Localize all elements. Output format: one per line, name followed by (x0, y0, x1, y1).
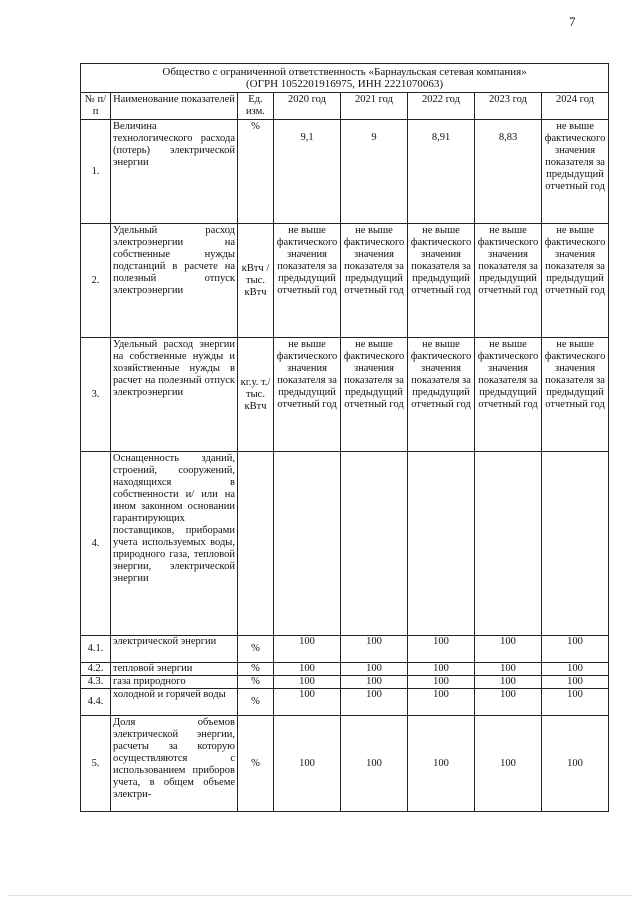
header-year: 2020 год (274, 93, 341, 120)
cell-value: 100 (542, 663, 609, 676)
row-name: Величина технологического расхода (потерь) электрической энергии (111, 120, 238, 224)
table-row (81, 689, 609, 716)
company-name: Общество с ограниченной ответственность «Барнаульская сетевая компания» (162, 66, 527, 78)
cell-value: не выше фактического значения показателя за предыдущий отчетный год (274, 338, 341, 452)
row-unit: % (238, 676, 274, 689)
row-unit: кг.у. т./ тыс. кВтч (238, 338, 274, 452)
cell-value: не выше фактического значения показателя за предыдущий отчетный год (408, 338, 475, 452)
row-unit: % (238, 663, 274, 676)
indicators-table (80, 63, 609, 812)
header-year: 2024 год (542, 93, 609, 120)
cell-value: 100 (274, 636, 341, 663)
cell-value: 100 (408, 689, 475, 716)
header-year: 2022 год (408, 93, 475, 120)
row-unit: % (238, 120, 274, 224)
cell-value: 100 (341, 663, 408, 676)
cell-value: 100 (274, 676, 341, 689)
row-name: Доля объемов электрической энергии, расчеты за которую осуществляются с использованием приборов учета, в общем объеме электри- (111, 716, 238, 812)
table-row (81, 338, 609, 452)
header-unit: Ед. изм. (238, 93, 274, 120)
cell-value: 8,83 (475, 120, 542, 224)
cell-value: 100 (475, 716, 542, 812)
row-unit: % (238, 689, 274, 716)
row-number: 4.3. (81, 676, 111, 689)
cell-value: 100 (341, 676, 408, 689)
cell-value: 100 (274, 716, 341, 812)
page-number: 7 (569, 14, 576, 29)
table-row (81, 452, 609, 636)
table-row (81, 663, 609, 676)
cell-value: не выше фактического значения показателя за предыдущий отчетный год (542, 120, 609, 224)
cell-value: 100 (542, 636, 609, 663)
cell-value: 100 (341, 636, 408, 663)
row-unit: % (238, 636, 274, 663)
row-number: 4.2. (81, 663, 111, 676)
cell-value: 100 (274, 689, 341, 716)
row-name: Удельный расход энергии на собственные нужды и хозяйственные нужды в расчет на полезный отпуск электроэнергии (111, 338, 238, 452)
header-name: Наименование показателей (111, 93, 238, 120)
cell-value: 100 (408, 636, 475, 663)
cell-value: 100 (475, 689, 542, 716)
table-row (81, 676, 609, 689)
cell-value: 8,91 (408, 120, 475, 224)
table-row (81, 120, 609, 224)
row-number: 2. (81, 224, 111, 338)
header-num: № п/п (81, 93, 111, 120)
cell-value: 100 (341, 689, 408, 716)
cell-value: 9 (341, 120, 408, 224)
row-name: тепловой энергии (111, 663, 238, 676)
row-name: холодной и горячей воды (111, 689, 238, 716)
company-registration: (ОГРН 1052201916975, ИНН 2221070063) (246, 78, 444, 90)
cell-value: 100 (274, 663, 341, 676)
row-number: 5. (81, 716, 111, 812)
cell-value: 100 (542, 689, 609, 716)
table-row (81, 716, 609, 812)
row-number: 1. (81, 120, 111, 224)
cell-value: 100 (408, 676, 475, 689)
cell-value: 100 (475, 636, 542, 663)
cell-value: не выше фактического значения показателя за предыдущий отчетный год (408, 224, 475, 338)
table-title (81, 64, 609, 93)
header-row (81, 93, 609, 120)
table-row (81, 224, 609, 338)
cell-value (408, 452, 475, 636)
cell-value (475, 452, 542, 636)
cell-value: 100 (542, 716, 609, 812)
cell-value: не выше фактического значения показателя за предыдущий отчетный год (542, 224, 609, 338)
row-number: 4. (81, 452, 111, 636)
cell-value (341, 452, 408, 636)
cell-value: не выше фактического значения показателя за предыдущий отчетный год (475, 338, 542, 452)
row-name: Удельный расход электроэнергии на собственные нужды подстанций в расчете на полезный отпуск электроэнергии (111, 224, 238, 338)
row-number: 4.1. (81, 636, 111, 663)
cell-value: не выше фактического значения показателя за предыдущий отчетный год (341, 224, 408, 338)
cell-value: не выше фактического значения показателя за предыдущий отчетный год (341, 338, 408, 452)
row-number: 3. (81, 338, 111, 452)
row-unit (238, 452, 274, 636)
header-year: 2021 год (341, 93, 408, 120)
cell-value: не выше фактического значения показателя за предыдущий отчетный год (475, 224, 542, 338)
cell-value (274, 452, 341, 636)
row-name: электрической энергии (111, 636, 238, 663)
row-name: Оснащенность зданий, строений, сооружений, находящихся в собственности и/ или на ином законном основании гарантирующих поставщиков, приборами учета используемых воды, природного газа, тепловой энергии, электрической энергии (111, 452, 238, 636)
cell-value: не выше фактического значения показателя за предыдущий отчетный год (542, 338, 609, 452)
cell-value: 100 (475, 663, 542, 676)
cell-value: 100 (408, 716, 475, 812)
cell-value: 9,1 (274, 120, 341, 224)
cell-value: 100 (542, 676, 609, 689)
row-name: газа природного (111, 676, 238, 689)
cell-value (542, 452, 609, 636)
row-unit: кВтч / тыс. кВтч (238, 224, 274, 338)
row-unit: % (238, 716, 274, 812)
row-number: 4.4. (81, 689, 111, 716)
cell-value: 100 (341, 716, 408, 812)
header-year: 2023 год (475, 93, 542, 120)
cell-value: 100 (408, 663, 475, 676)
scan-edge-divider (8, 895, 632, 896)
cell-value: 100 (475, 676, 542, 689)
cell-value: не выше фактического значения показателя за предыдущий отчетный год (274, 224, 341, 338)
table-row (81, 636, 609, 663)
